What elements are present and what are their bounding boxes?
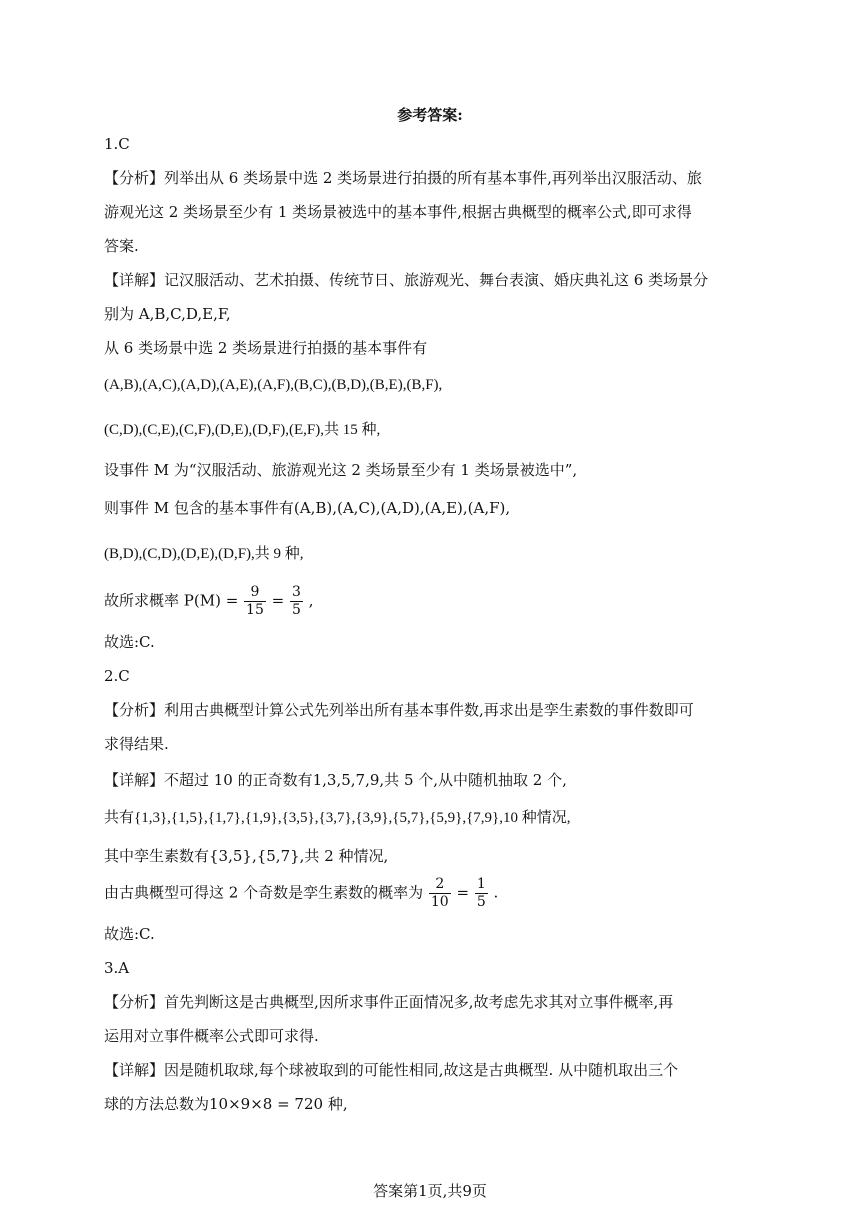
q2-choice: 故选:C. bbox=[104, 925, 155, 943]
q2-fraction-1 bbox=[429, 876, 451, 911]
q1-fraction-1 bbox=[244, 584, 266, 619]
q2-prob-prefix: 由古典概型可得这 2 个奇数是孪生素数的概率为 bbox=[104, 883, 424, 902]
q2-detail-line: 其中孪生素数有{3,5},{5,7},共 2 种情况, bbox=[104, 847, 389, 865]
q2-analysis-line: 【分析】利用古典概型计算公式先列举出所有基本事件数,再求出是孪生素数的事件数即可 bbox=[104, 701, 694, 719]
q2-frac1-num: 2 bbox=[429, 876, 451, 894]
q2-frac1-den: 10 bbox=[430, 894, 449, 910]
page-title: 参考答案: bbox=[397, 106, 463, 124]
q1-detail-line: 设事件 M 为“汉服活动、旅游观光这 2 类场景至少有 1 类场景被选中”, bbox=[104, 461, 578, 479]
q1-detail-line: 【详解】记汉服活动、艺术拍摄、传统节日、旅游观光、舞台表演、婚庆典礼这 6 类场景分 bbox=[104, 271, 709, 289]
answer-2-number: 2.C bbox=[104, 667, 130, 685]
q1-events-line: (C,D),(C,E),(C,F),(D,E),(D,F),(E,F),共 15 种, bbox=[104, 422, 381, 438]
q3-detail-line: 【详解】因是随机取球,每个球被取到的可能性相同,故这是古典概型. 从中随机取出三个 bbox=[104, 1061, 679, 1079]
q1-detail-line: 别为 A,B,C,D,E,F, bbox=[104, 305, 231, 323]
q2-analysis-line: 求得结果. bbox=[104, 735, 169, 753]
q1-analysis-line: 游观光这 2 类场景至少有 1 类场景被选中的基本事件,根据古典概型的概率公式,即可求得 bbox=[104, 203, 692, 221]
q1-events-line: (A,B),(A,C),(A,D),(A,E),(A,F),(B,C),(B,D),(B,E),(B,F), bbox=[104, 377, 443, 393]
q1-frac2-den: 5 bbox=[292, 602, 301, 618]
q3-analysis-line: 运用对立事件概率公式即可求得. bbox=[104, 1027, 319, 1045]
q1-eq: = bbox=[271, 591, 285, 610]
q1-detail-line: 则事件 M 包含的基本事件有(A,B),(A,C),(A,D),(A,E),(A,F), bbox=[104, 499, 511, 517]
answer-3-number: 3.A bbox=[104, 959, 130, 977]
answer-1-number: 1.C bbox=[104, 135, 130, 153]
q2-fraction-2 bbox=[475, 876, 488, 911]
q2-probability-line bbox=[104, 876, 498, 911]
q2-sets-line: 共有{1,3},{1,5},{1,7},{1,9},{3,5},{3,7},{3,9},{5,7},{5,9},{7,9},10 种情况, bbox=[104, 810, 571, 826]
q2-eq: = bbox=[456, 883, 470, 902]
q1-analysis-line: 【分析】列举出从 6 类场景中选 2 类场景进行拍摄的所有基本事件,再列举出汉服活动、旅 bbox=[104, 169, 702, 187]
q3-detail-line: 球的方法总数为10×9×8 = 720 种, bbox=[104, 1095, 348, 1113]
q1-prob-suffix: , bbox=[308, 591, 314, 610]
q2-detail-line: 【详解】不超过 10 的正奇数有1,3,5,7,9,共 5 个,从中随机抽取 2 个, bbox=[104, 771, 567, 789]
q1-frac2-num: 3 bbox=[292, 584, 301, 600]
q1-detail-line: 从 6 类场景中选 2 类场景进行拍摄的基本事件有 bbox=[104, 339, 428, 357]
q1-prob-prefix: 故所求概率 P(M) = bbox=[104, 591, 239, 610]
q1-choice: 故选:C. bbox=[104, 633, 155, 651]
q3-analysis-line: 【分析】首先判断这是古典概型,因所求事件正面情况多,故考虑先求其对立事件概率,再 bbox=[104, 993, 674, 1011]
q2-frac2-num: 1 bbox=[476, 876, 486, 892]
q1-events-line: (B,D),(C,D),(D,E),(D,F),共 9 种, bbox=[104, 546, 304, 562]
q1-analysis-line: 答案. bbox=[104, 237, 139, 255]
q1-frac1-num: 9 bbox=[244, 584, 266, 602]
q2-frac2-den: 5 bbox=[476, 894, 486, 910]
q1-frac1-den: 15 bbox=[246, 602, 264, 618]
q1-probability-line bbox=[104, 584, 314, 619]
page-footer: 答案第1页,共9页 bbox=[373, 1182, 487, 1200]
q2-prob-suffix: . bbox=[493, 883, 499, 902]
q1-fraction-2 bbox=[290, 584, 303, 619]
